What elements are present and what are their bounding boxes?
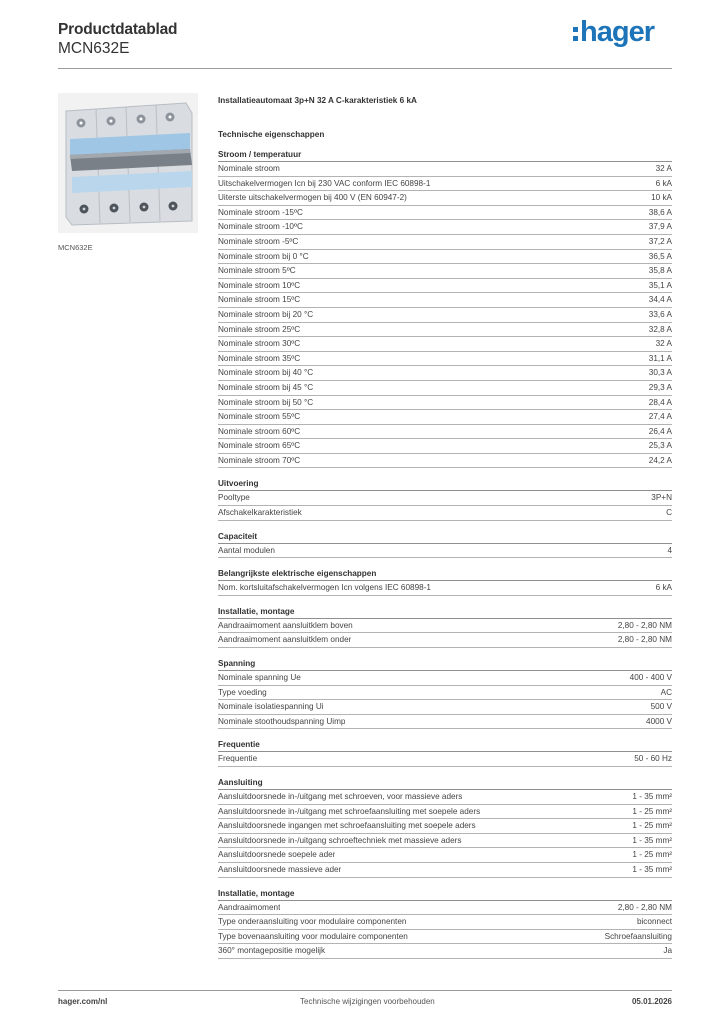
spec-label: Aansluitdoorsnede massieve ader: [218, 864, 342, 874]
spec-row: [218, 250, 672, 265]
spec-row: [218, 410, 672, 425]
section-title: Installatie, montage: [218, 887, 672, 901]
spec-row: [218, 700, 672, 715]
spec-value: biconnect: [636, 917, 672, 927]
section-title: Installatie, montage: [218, 605, 672, 619]
spec-row: [218, 686, 672, 701]
page-title: Productdatablad: [58, 21, 178, 38]
spec-sections: [218, 148, 672, 959]
spec-row: [218, 308, 672, 323]
spec-value: 27,4 A: [648, 412, 672, 422]
spec-label: Aandraaimoment aansluitklem onder: [218, 635, 352, 645]
spec-row: [218, 177, 672, 192]
spec-row: [218, 671, 672, 686]
spec-section: [218, 887, 672, 959]
spec-label: Nominale stroom bij 0 °C: [218, 251, 309, 261]
spec-label: Nominale stroom 65ºC: [218, 441, 301, 451]
logo-dots-icon: [573, 27, 578, 41]
section-title: Belangrijkste elektrische eigenschappen: [218, 567, 672, 581]
spec-label: Nominale stroom -10ºC: [218, 222, 303, 232]
spec-label: Pooltype: [218, 493, 250, 503]
spec-row: [218, 930, 672, 945]
spec-section: [218, 605, 672, 648]
spec-label: 360° montagepositie mogelijk: [218, 946, 326, 956]
spec-value: 4: [667, 545, 672, 555]
spec-label: Uitschakelvermogen Icn bij 230 VAC conform IEC 60898-1: [218, 178, 431, 188]
spec-row: [218, 425, 672, 440]
spec-label: Nominale stroom 15ºC: [218, 295, 301, 305]
spec-row: [218, 752, 672, 767]
spec-label: Nominale spanning Ue: [218, 673, 301, 683]
spec-value: 6 kA: [655, 583, 672, 593]
spec-row: [218, 581, 672, 596]
image-caption: MCN632E: [58, 243, 93, 252]
hager-logo: [573, 16, 654, 48]
spec-label: Nominale stroom 35ºC: [218, 353, 301, 363]
spec-row: [218, 206, 672, 221]
spec-value: 2,80 - 2,80 NM: [617, 635, 672, 645]
spec-label: Aantal modulen: [218, 545, 275, 555]
spec-row: [218, 633, 672, 648]
spec-label: Aansluitdoorsnede in-/uitgang met schroefaansluiting met soepele aders: [218, 806, 481, 816]
spec-value: 37,9 A: [648, 222, 672, 232]
spec-label: Nominale stroom bij 50 °C: [218, 397, 314, 407]
spec-value: 29,3 A: [648, 382, 672, 392]
footer-website-link[interactable]: hager.com/nl: [58, 997, 108, 1006]
section-title: Capaciteit: [218, 530, 672, 544]
logo-wordmark: hager: [580, 16, 654, 48]
spec-label: Aandraaimoment: [218, 902, 281, 912]
spec-label: Aandraaimoment aansluitklem boven: [218, 620, 353, 630]
spec-row: [218, 491, 672, 506]
spec-value: 1 - 25 mm²: [632, 850, 672, 860]
circuit-breaker-icon: [58, 93, 198, 233]
spec-row: [218, 352, 672, 367]
spec-row: [218, 337, 672, 352]
spec-section: [218, 738, 672, 767]
spec-row: [218, 264, 672, 279]
spec-section: [218, 657, 672, 729]
spec-row: [218, 848, 672, 863]
spec-label: Nominale stroom 5ºC: [218, 266, 296, 276]
spec-value: 36,5 A: [648, 251, 672, 261]
spec-value: 3P+N: [651, 493, 672, 503]
spec-label: Nominale isolatiespanning Ui: [218, 702, 324, 712]
spec-row: [218, 454, 672, 469]
spec-label: Nominale stroom 30ºC: [218, 339, 301, 349]
spec-row: [218, 805, 672, 820]
spec-value: 32 A: [655, 164, 672, 173]
spec-label: Nominale stroom bij 40 °C: [218, 368, 314, 378]
spec-value: Ja: [663, 946, 672, 956]
spec-label: Nominale stroom 70ºC: [218, 455, 301, 465]
spec-row: [218, 279, 672, 294]
spec-label: Nominale stroom bij 20 °C: [218, 309, 314, 319]
spec-row: [218, 323, 672, 338]
spec-label: Nominale stroom 10ºC: [218, 280, 301, 290]
spec-label: Type voeding: [218, 687, 267, 697]
spec-value: 33,6 A: [648, 309, 672, 319]
spec-label: Nominale stroom 60ºC: [218, 426, 301, 436]
spec-row: [218, 619, 672, 634]
product-image: [58, 93, 198, 233]
spec-value: 37,2 A: [648, 236, 672, 246]
spec-value: 25,3 A: [648, 441, 672, 451]
spec-value: 6 kA: [655, 178, 672, 188]
footer-disclaimer: Technische wijzigingen voorbehouden: [300, 997, 435, 1006]
spec-row: [218, 191, 672, 206]
footer-divider: [58, 990, 672, 991]
spec-value: 2,80 - 2,80 NM: [617, 620, 672, 630]
section-title: Uitvoering: [218, 477, 672, 491]
spec-label: Nominale stroom -15ºC: [218, 207, 303, 217]
spec-value: 2,80 - 2,80 NM: [617, 902, 672, 912]
spec-value: 1 - 25 mm²: [632, 806, 672, 816]
header-divider: [58, 68, 672, 69]
section-title: Aansluiting: [218, 776, 672, 790]
tech-properties-heading: Technische eigenschappen: [218, 130, 325, 139]
spec-row: [218, 293, 672, 308]
spec-row: [218, 834, 672, 849]
spec-value: 31,1 A: [648, 353, 672, 363]
spec-content: [218, 94, 672, 959]
spec-row: [218, 381, 672, 396]
spec-row: [218, 396, 672, 411]
spec-value: 1 - 25 mm²: [632, 821, 672, 831]
spec-section: [218, 776, 672, 878]
spec-value: AC: [660, 687, 672, 697]
spec-row: [218, 506, 672, 521]
spec-value: 35,1 A: [648, 280, 672, 290]
spec-section: [218, 477, 672, 520]
section-title: Stroom / temperatuur: [218, 148, 672, 162]
spec-value: 1 - 35 mm²: [632, 792, 672, 801]
spec-value: 500 V: [650, 702, 672, 712]
spec-label: Aansluitdoorsnede soepele ader: [218, 850, 336, 860]
spec-value: 32,8 A: [648, 324, 672, 334]
spec-row: [218, 220, 672, 235]
spec-label: Nominale stroom 55ºC: [218, 412, 301, 422]
spec-label: Nominale stoothoudspanning Uimp: [218, 716, 346, 726]
product-description: Installatieautomaat 3p+N 32 A C-karakteristiek 6 kA: [218, 96, 417, 105]
spec-section: [218, 567, 672, 596]
footer-date: 05.01.2026: [631, 997, 672, 1006]
document-header: [58, 20, 177, 58]
spec-label: Nom. kortsluitafschakelvermogen Icn volgens IEC 60898-1: [218, 583, 431, 593]
spec-label: Nominale stroom: [218, 164, 280, 173]
spec-label: Uiterste uitschakelvermogen bij 400 V (EN 60947-2): [218, 193, 407, 203]
spec-value: 4000 V: [646, 716, 672, 726]
spec-row: [218, 366, 672, 381]
spec-value: 34,4 A: [648, 295, 672, 305]
spec-label: Afschakelkarakteristiek: [218, 508, 302, 518]
spec-row: [218, 544, 672, 559]
spec-section: [218, 148, 672, 468]
spec-label: Aansluitdoorsnede ingangen met schroefaansluiting met soepele aders: [218, 821, 476, 831]
spec-row: [218, 790, 672, 805]
spec-label: Nominale stroom bij 45 °C: [218, 382, 314, 392]
section-title: Frequentie: [218, 738, 672, 752]
spec-value: C: [666, 508, 672, 518]
spec-label: Nominale stroom 25ºC: [218, 324, 301, 334]
spec-value: 26,4 A: [648, 426, 672, 436]
spec-value: 35,8 A: [648, 266, 672, 276]
spec-value: 50 - 60 Hz: [634, 754, 672, 764]
spec-value: 400 - 400 V: [629, 673, 672, 683]
spec-label: Aansluitdoorsnede in-/uitgang schroeftechniek met massieve aders: [218, 835, 462, 845]
spec-value: Schroefaansluiting: [604, 931, 672, 941]
spec-value: 30,3 A: [648, 368, 672, 378]
spec-row: [218, 715, 672, 730]
spec-label: Nominale stroom -5ºC: [218, 236, 299, 246]
spec-row: [218, 863, 672, 878]
spec-value: 10 kA: [651, 193, 672, 203]
spec-value: 38,6 A: [648, 207, 672, 217]
spec-label: Type onderaansluiting voor modulaire componenten: [218, 917, 407, 927]
spec-label: Frequentie: [218, 754, 258, 764]
spec-label: Type bovenaansluiting voor modulaire componenten: [218, 931, 408, 941]
spec-row: [218, 819, 672, 834]
spec-value: 1 - 35 mm²: [632, 835, 672, 845]
spec-value: 1 - 35 mm²: [632, 864, 672, 874]
spec-row: [218, 162, 672, 177]
spec-label: Aansluitdoorsnede in-/uitgang met schroeven, voor massieve aders: [218, 792, 463, 801]
spec-value: 24,2 A: [648, 455, 672, 465]
spec-row: [218, 901, 672, 916]
spec-row: [218, 915, 672, 930]
spec-row: [218, 944, 672, 959]
spec-row: [218, 235, 672, 250]
section-title: Spanning: [218, 657, 672, 671]
spec-value: 32 A: [655, 339, 672, 349]
product-code: MCN632E: [58, 40, 130, 57]
spec-row: [218, 439, 672, 454]
spec-value: 28,4 A: [648, 397, 672, 407]
spec-section: [218, 530, 672, 559]
